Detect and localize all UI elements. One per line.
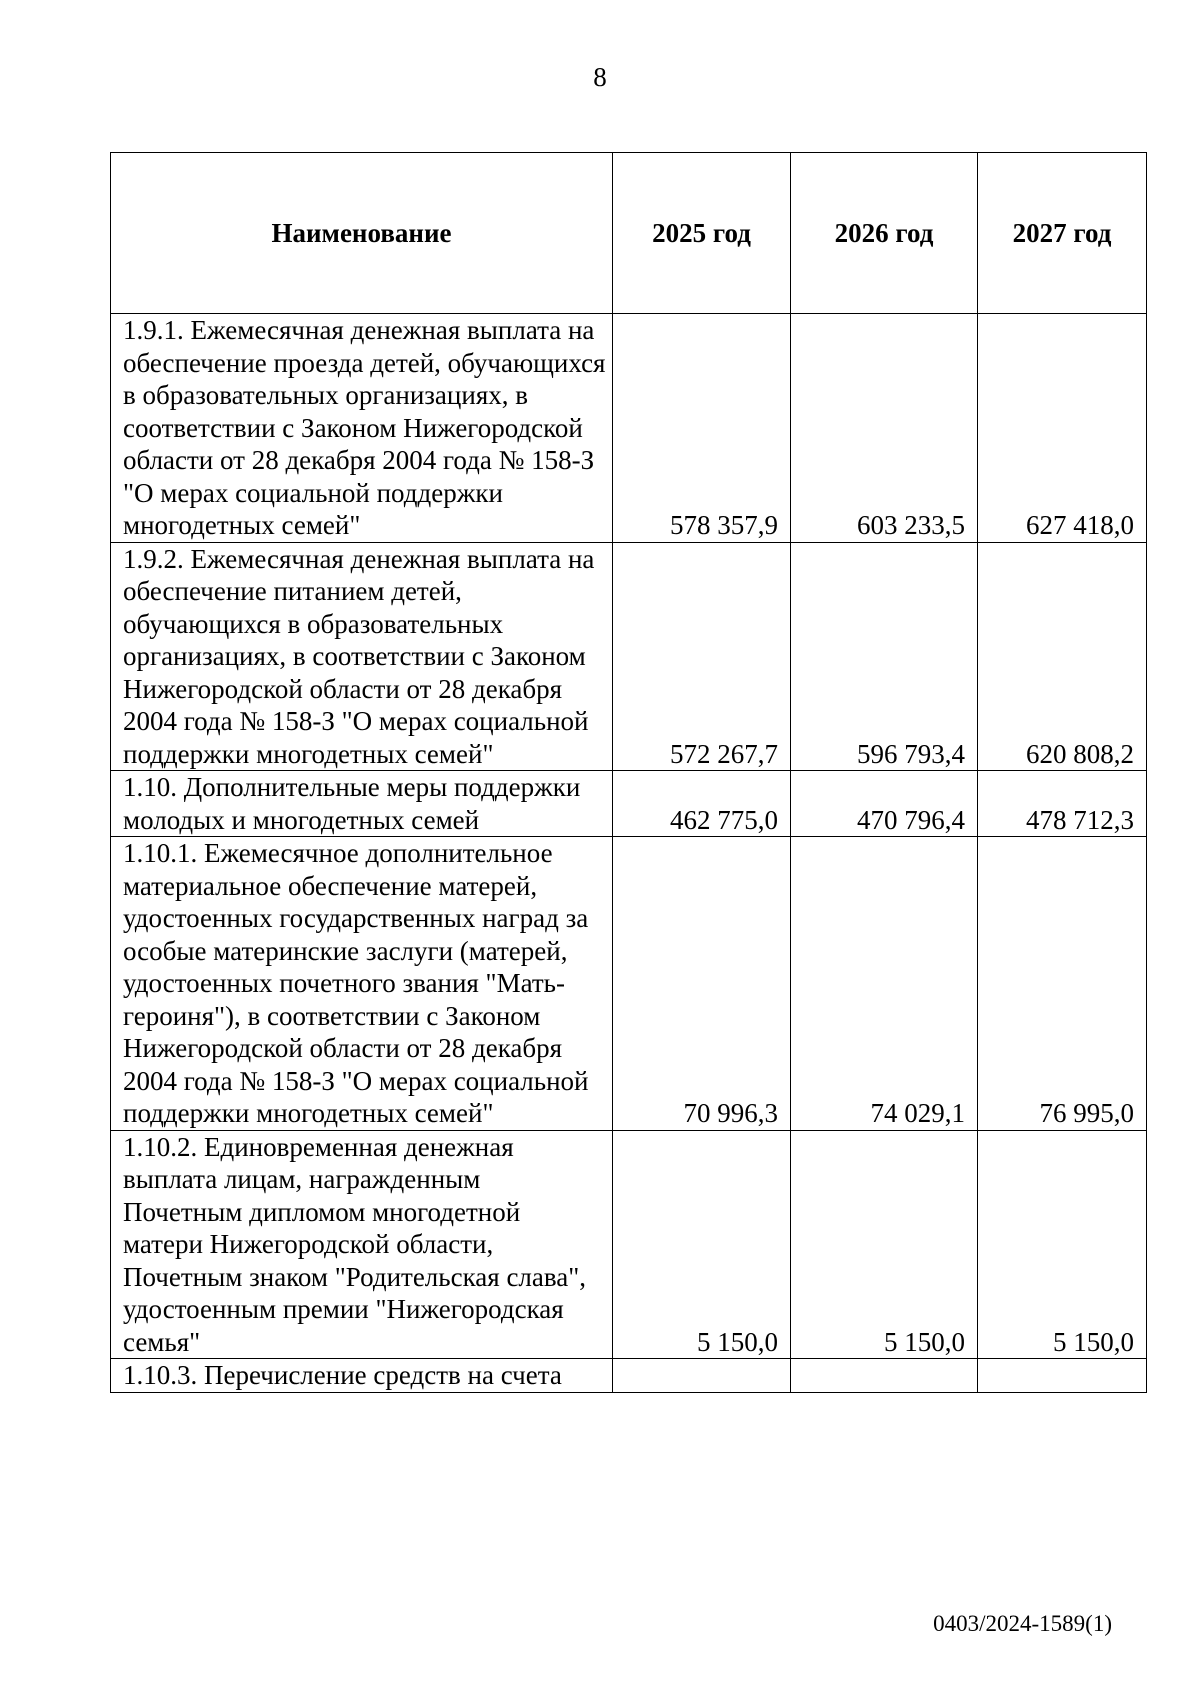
row-value-2026: 470 796,4 [791, 771, 978, 837]
row-name: 1.10. Дополнительные меры поддержки молодых и многодетных семей [111, 771, 613, 837]
row-value-2026: 5 150,0 [791, 1130, 978, 1359]
table-row [111, 1359, 1147, 1393]
table-row [111, 1130, 1147, 1359]
row-value-2025: 578 357,9 [613, 314, 791, 543]
row-name: 1.9.1. Ежемесячная денежная выплата на обеспечение проезда детей, обучающихся в образовательных организациях, в соответствии с Законом Нижегородской области от 28 декабря 2004 года № 158-З "О мерах социальной поддержки многодетных семей" [111, 314, 613, 543]
row-value-2027: 627 418,0 [978, 314, 1147, 543]
row-value-2026: 596 793,4 [791, 542, 978, 771]
row-name: 1.10.3. Перечисление средств на счета [111, 1359, 613, 1393]
row-name: 1.9.2. Ежемесячная денежная выплата на обеспечение питанием детей, обучающихся в образовательных организациях, в соответствии с Законом Нижегородской области от 28 декабря 2004 года № 158-З "О мерах социальной поддержки многодетных семей" [111, 542, 613, 771]
row-name: 1.10.1. Ежемесячное дополнительное материальное обеспечение матерей, удостоенных государственных наград за особые материнские заслуги (матерей, удостоенных почетного звания "Мать-героиня"), в соответствии с Законом Нижегородской области от 28 декабря 2004 года № 158-З "О мерах социальной поддержки многодетных семей" [111, 837, 613, 1131]
table-row [111, 542, 1147, 771]
table-row [111, 314, 1147, 543]
header-2027: 2027 год [978, 153, 1147, 314]
row-value-2025: 572 267,7 [613, 542, 791, 771]
page-number: 8 [593, 62, 607, 92]
row-value-2027: 478 712,3 [978, 771, 1147, 837]
table-row [111, 837, 1147, 1131]
row-name: 1.10.2. Единовременная денежная выплата лицам, награжденным Почетным дипломом многодетной матери Нижегородской области, Почетным знаком "Родительская слава", удостоенным премии "Нижегородская семья" [111, 1130, 613, 1359]
row-value-2027: 76 995,0 [978, 837, 1147, 1131]
row-value-2026: 74 029,1 [791, 837, 978, 1131]
row-value-2026 [791, 1359, 978, 1393]
table-row [111, 771, 1147, 837]
row-value-2026: 603 233,5 [791, 314, 978, 543]
table-header-row [111, 153, 1147, 314]
header-2025: 2025 год [613, 153, 791, 314]
row-value-2027 [978, 1359, 1147, 1393]
document-code: 0403/2024-1589(1) [933, 1611, 1112, 1636]
row-value-2025: 5 150,0 [613, 1130, 791, 1359]
row-value-2025: 462 775,0 [613, 771, 791, 837]
row-value-2027: 620 808,2 [978, 542, 1147, 771]
row-value-2025: 70 996,3 [613, 837, 791, 1131]
row-value-2025 [613, 1359, 791, 1393]
header-2026: 2026 год [791, 153, 978, 314]
row-value-2027: 5 150,0 [978, 1130, 1147, 1359]
header-name: Наименование [111, 153, 613, 314]
budget-table [110, 152, 1147, 1393]
